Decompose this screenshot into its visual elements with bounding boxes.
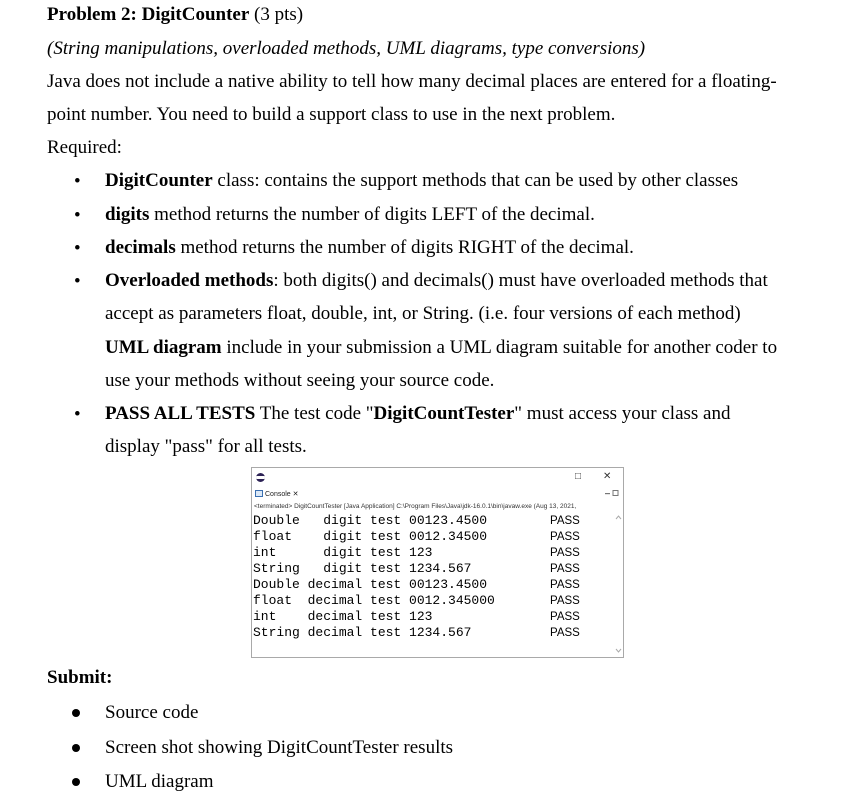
close-icon[interactable]: ✕ xyxy=(603,471,612,482)
bullet-marker xyxy=(72,778,80,786)
console-row-result: PASS xyxy=(550,627,580,639)
bullet-marker xyxy=(72,744,80,752)
bullet-marker xyxy=(72,709,80,717)
console-row-result: PASS xyxy=(550,595,580,607)
console-row xyxy=(253,529,613,545)
bullet-marker: • xyxy=(74,404,81,425)
console-row-text: int digit test 123 xyxy=(253,545,433,560)
console-row xyxy=(253,513,613,529)
console-icon xyxy=(255,490,263,497)
console-row xyxy=(253,561,613,577)
problem-points: (3 pts) xyxy=(254,4,304,25)
bullet-marker: • xyxy=(74,205,81,226)
console-row xyxy=(253,545,613,561)
submit-item-uml: UML diagram xyxy=(105,771,214,792)
problem-subtitle: (String manipulations, overloaded methods, UML diagrams, type conversions) xyxy=(47,38,646,59)
required-label: Required: xyxy=(47,137,122,158)
required-item-digits: digits method returns the number of digits LEFT of the decimal. xyxy=(105,204,595,225)
console-row-result: PASS xyxy=(550,611,580,623)
console-screenshot xyxy=(251,467,624,658)
console-status-line: <terminated> DigitCountTester [Java Application] C:\Program Files\Java\jdk-16.0.1\bin\javaw.exe (Aug 13, 2021, xyxy=(254,503,577,510)
required-item-uml: UML diagram include in your submission a UML diagram suitable for another coder to xyxy=(105,337,778,358)
console-row-text: int decimal test 123 xyxy=(253,609,433,624)
console-scrollbar[interactable] xyxy=(615,513,622,655)
required-item-digitcounter: DigitCounter class: contains the support methods that can be used by other classes xyxy=(105,170,739,191)
console-titlebar xyxy=(252,468,623,488)
console-row-result: PASS xyxy=(550,531,580,543)
required-item-overloaded: Overloaded methods: both digits() and decimals() must have overloaded methods that xyxy=(105,270,768,291)
required-item-uml-line2: use your methods without seeing your source code. xyxy=(105,370,495,391)
console-row-text: String decimal test 1234.567 xyxy=(253,625,472,640)
console-row xyxy=(253,625,613,641)
submit-item-source-code: Source code xyxy=(105,702,199,723)
console-row-text: float digit test 0012.34500 xyxy=(253,529,488,544)
console-row-text: Double decimal test 00123.4500 xyxy=(253,577,488,592)
console-row-result: PASS xyxy=(550,547,580,559)
bullet-marker: • xyxy=(74,171,81,192)
submit-label: Submit: xyxy=(47,667,113,688)
console-tab-row xyxy=(252,489,623,502)
minimize-icon[interactable]: □ xyxy=(575,471,582,482)
console-tab[interactable]: Console ✕ xyxy=(255,490,299,498)
console-row-text: String digit test 1234.567 xyxy=(253,561,472,576)
console-row xyxy=(253,577,613,593)
required-item-decimals: decimals method returns the number of digits RIGHT of the decimal. xyxy=(105,237,634,258)
console-row-result: PASS xyxy=(550,563,580,575)
bullet-marker: • xyxy=(74,271,81,292)
bullet-marker: • xyxy=(74,238,81,259)
console-row-text: float decimal test 0012.345000 xyxy=(253,593,495,608)
console-output xyxy=(253,513,621,655)
intro-line-2: point number. You need to build a support class to use in the next problem. xyxy=(47,104,616,125)
console-row xyxy=(253,609,613,625)
console-row xyxy=(253,593,613,609)
intro-line-1: Java does not include a native ability to tell how many decimal places are entered for a floating- xyxy=(47,71,777,92)
submit-item-screenshot: Screen shot showing DigitCountTester results xyxy=(105,737,454,758)
eclipse-icon xyxy=(256,473,265,482)
console-row-result: PASS xyxy=(550,515,580,527)
console-row-text: Double digit test 00123.4500 xyxy=(253,513,488,528)
required-item-pass-line2: display "pass" for all tests. xyxy=(105,436,307,457)
console-row-result: PASS xyxy=(550,579,580,591)
required-item-pass-all-tests: PASS ALL TESTS The test code "DigitCountTester" must access your class and xyxy=(105,403,731,424)
problem-title-bold: Problem 2: DigitCounter xyxy=(47,4,250,25)
required-item-overloaded-line2: accept as parameters float, double, int, or String. (i.e. four versions of each method) xyxy=(105,303,741,324)
view-controls-icon[interactable] xyxy=(605,490,619,499)
problem-title xyxy=(47,4,303,26)
